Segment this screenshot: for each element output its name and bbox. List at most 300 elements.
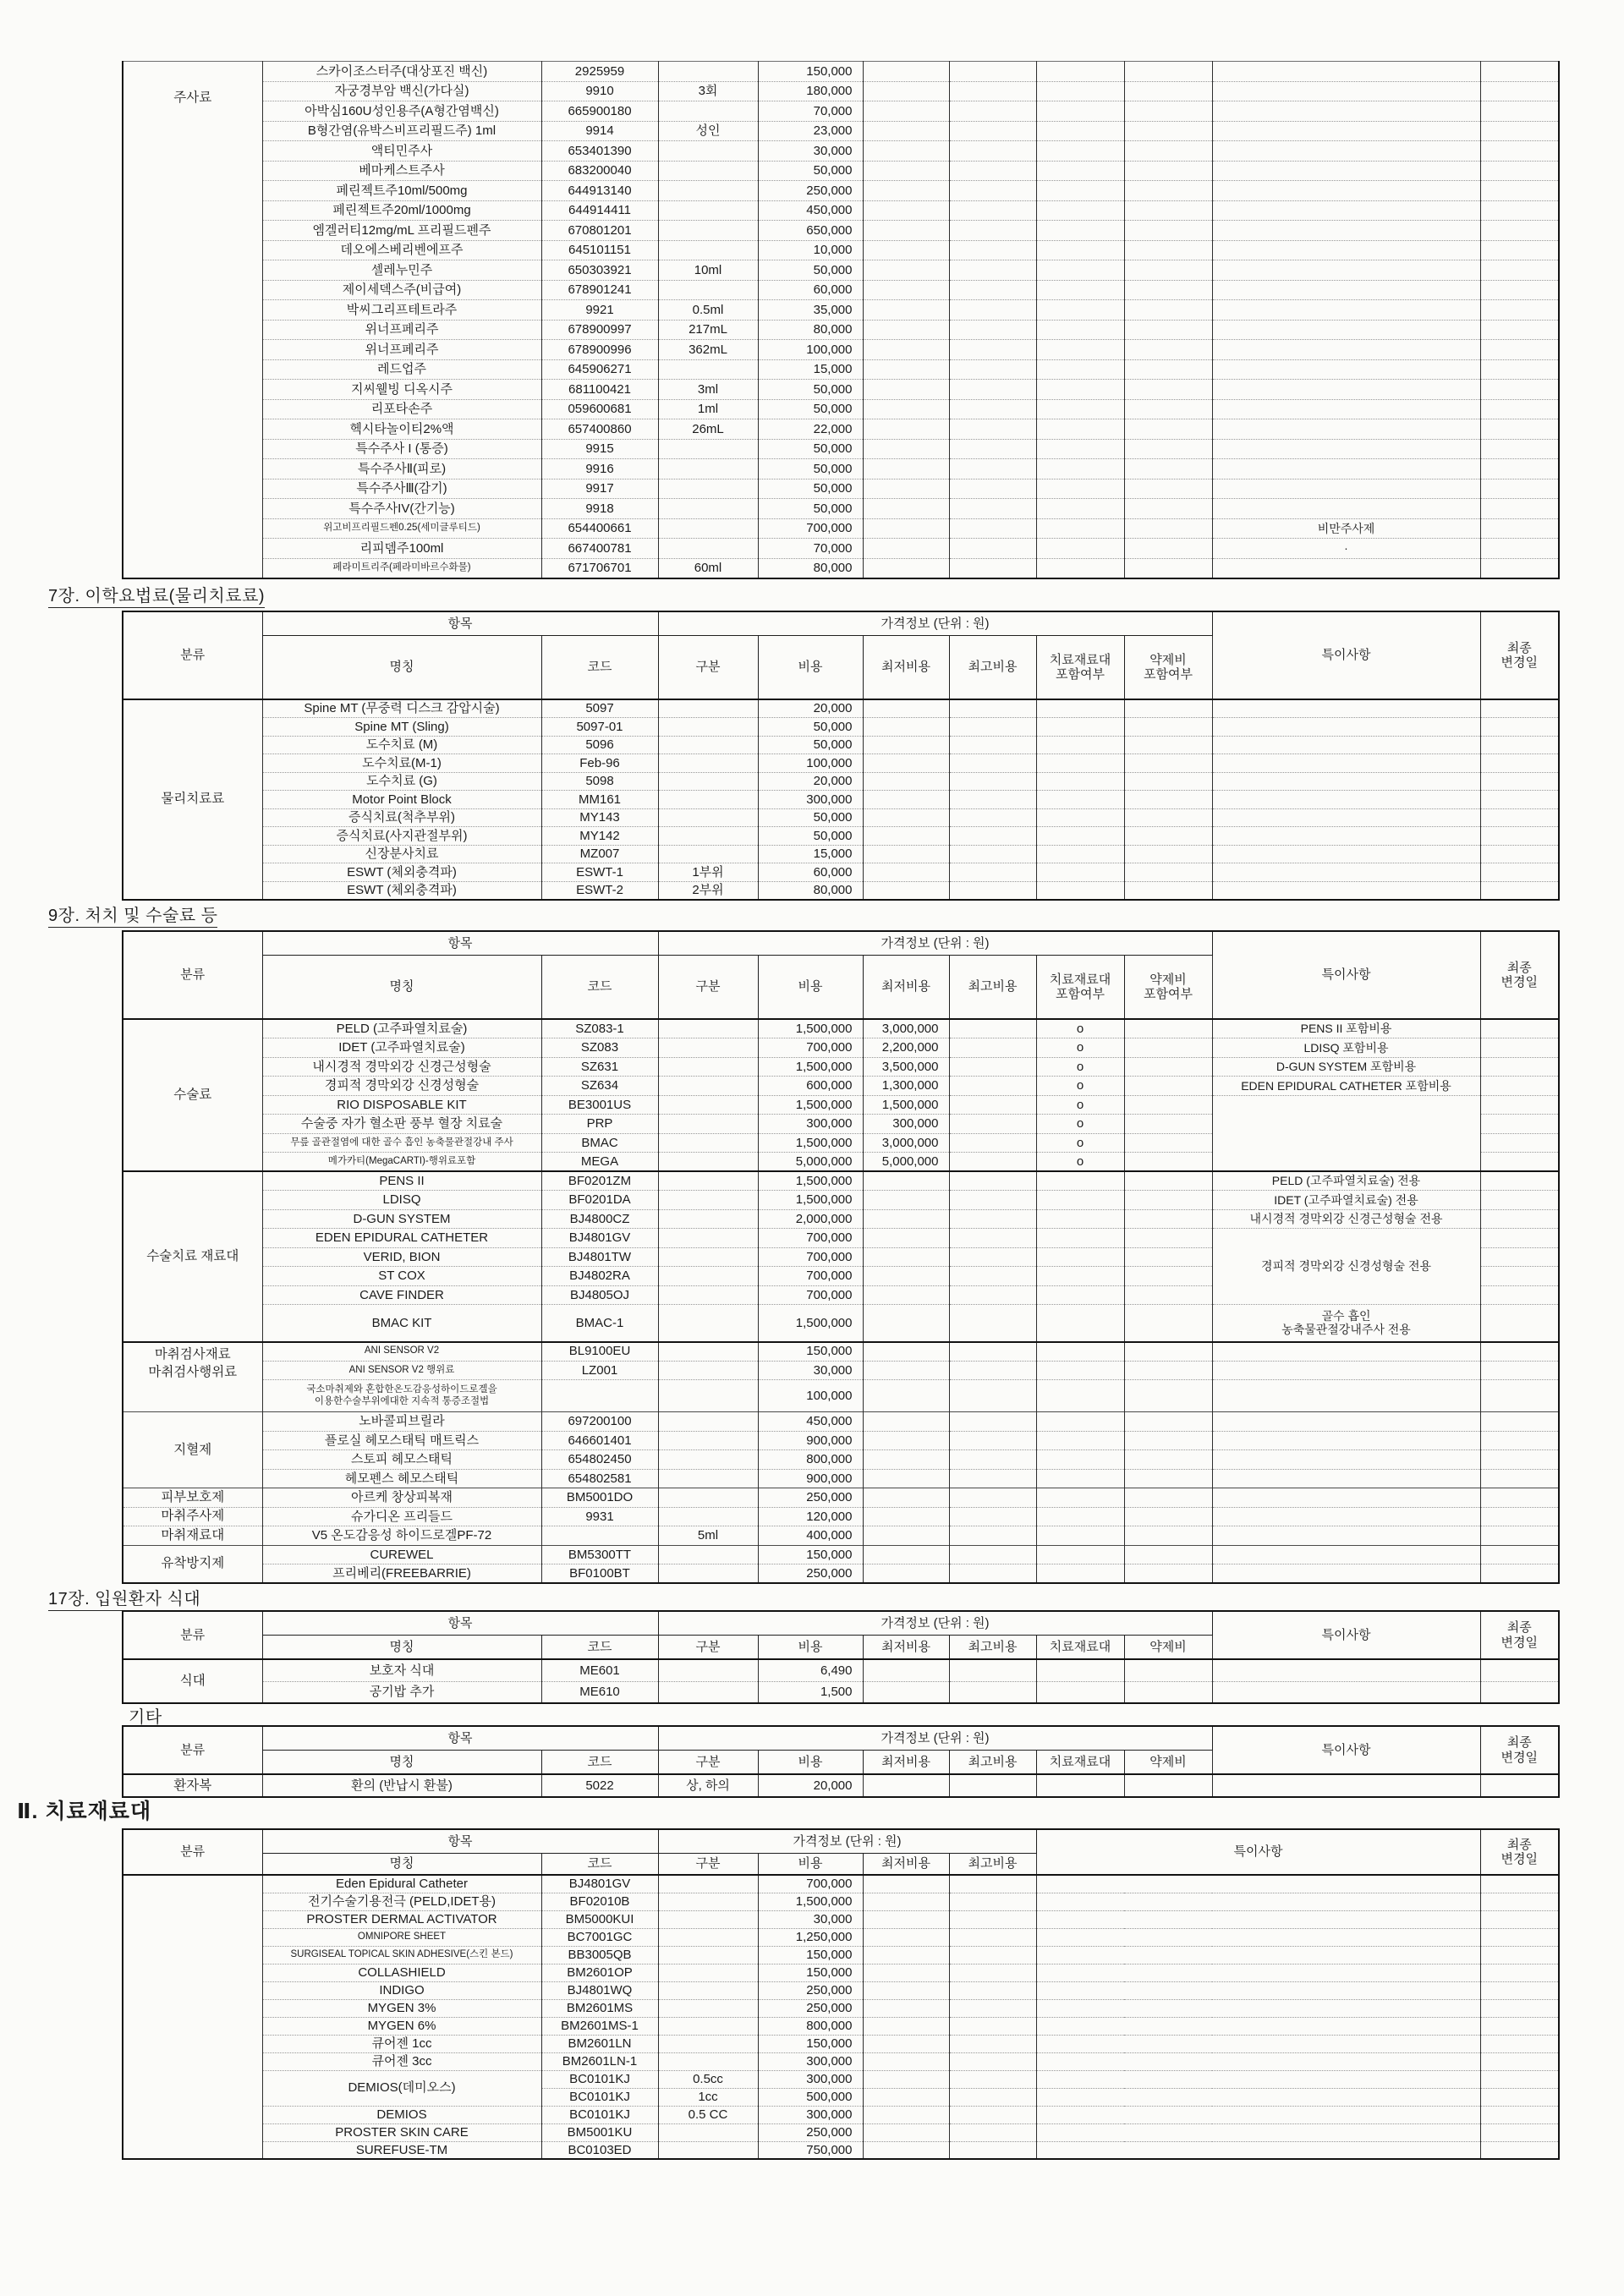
table-row: [123, 260, 1559, 281]
cell-last-modified: [1480, 772, 1559, 791]
cell-type: [658, 1910, 758, 1928]
col-header-min: 최저비용: [863, 635, 949, 699]
cell-name: 위고비프리필드펜0.25(세미글루티드): [262, 518, 541, 539]
cell-type: [658, 499, 758, 519]
cell-min-cost: [863, 1191, 949, 1210]
cell-code: BM5001DO: [541, 1488, 658, 1508]
cell-material-included: [1036, 81, 1124, 101]
cell-last-modified: [1480, 1133, 1559, 1153]
cell-min-cost: [863, 1893, 949, 1910]
cell-max-cost: [949, 2141, 1036, 2159]
cell-notes: [1036, 1946, 1480, 1964]
cell-drug-included: [1124, 1545, 1212, 1564]
cell-max-cost: [949, 459, 1036, 479]
cell-max-cost: [949, 845, 1036, 863]
cell-min-cost: [863, 62, 949, 82]
table-row: [123, 1171, 1559, 1191]
cell-min-cost: [863, 300, 949, 321]
cell-name: 액티민주사: [262, 141, 541, 162]
cell-material-included: [1036, 101, 1124, 122]
cell-last-modified: [1480, 1171, 1559, 1191]
cell-type: [658, 1380, 758, 1412]
table-row: [123, 1077, 1559, 1096]
cell-type: 5ml: [658, 1526, 758, 1546]
cell-notes: [1212, 280, 1480, 300]
cell-min-cost: [863, 2141, 949, 2159]
inpatient-meal-fee-table: [122, 1610, 1560, 1704]
cell-drug-included: [1124, 1133, 1212, 1153]
cell-max-cost: [949, 62, 1036, 82]
cell-max-cost: [949, 2106, 1036, 2123]
cell-material-included: [1036, 1361, 1124, 1380]
table-row: [123, 1361, 1559, 1380]
cell-name: SUREFUSE-TM: [262, 2141, 541, 2159]
cell-category: 마취재료대: [123, 1526, 262, 1546]
cell-max-cost: [949, 1659, 1036, 1681]
cell-drug-included: [1124, 1171, 1212, 1191]
cell-notes: [1212, 439, 1480, 459]
cell-last-modified: [1480, 240, 1559, 260]
table-row: [123, 320, 1559, 340]
cell-name: 도수치료(M-1): [262, 754, 541, 773]
cell-min-cost: [863, 260, 949, 281]
cell-last-modified: [1480, 1267, 1559, 1286]
cell-cost: 150,000: [758, 62, 863, 82]
cell-max-cost: [949, 1133, 1036, 1153]
cell-last-modified: [1480, 1285, 1559, 1305]
cell-last-modified: [1480, 2123, 1559, 2141]
cell-name: 데오에스베리벤에프주: [262, 240, 541, 260]
table-row: [123, 791, 1559, 809]
cell-name: ANI SENSOR V2: [262, 1342, 541, 1362]
cell-name: 레드업주: [262, 359, 541, 380]
cell-drug-included: [1124, 1681, 1212, 1703]
cell-min-cost: [863, 399, 949, 419]
cell-notes: [1212, 1545, 1480, 1564]
cell-notes: 내시경적 경막외강 신경근성형술 전용: [1212, 1209, 1480, 1229]
cell-name: 국소마취제와 혼합한온도감응성하이드로겔을 이용한수술부위에대한 지속적 통증조절법: [262, 1380, 541, 1412]
cell-name: 위너프페리주: [262, 320, 541, 340]
cell-type: [658, 2017, 758, 2035]
cell-max-cost: [949, 558, 1036, 578]
cell-notes: [1212, 1507, 1480, 1526]
cell-type: [658, 240, 758, 260]
cell-material-included: [1036, 863, 1124, 882]
cell-notes: PELD (고주파열치료술) 전용: [1212, 1171, 1480, 1191]
cell-min-cost: [863, 772, 949, 791]
cell-name: DEMIOS: [262, 2106, 541, 2123]
cell-name: RIO DISPOSABLE KIT: [262, 1095, 541, 1115]
cell-last-modified: [1480, 1469, 1559, 1488]
cell-drug-included: [1124, 141, 1212, 162]
cell-drug-included: [1124, 791, 1212, 809]
cell-drug-included: [1124, 1305, 1212, 1342]
cell-drug-included: [1124, 1507, 1212, 1526]
cell-material-included: [1036, 1380, 1124, 1412]
cell-cost: 100,000: [758, 1380, 863, 1412]
cell-min-cost: [863, 1946, 949, 1964]
cell-cost: 650,000: [758, 221, 863, 241]
cell-type: 26mL: [658, 419, 758, 440]
cell-name: 도수치료 (M): [262, 736, 541, 754]
col-header-price: 가격정보 (단위 : 원): [658, 1611, 1212, 1635]
cell-last-modified: [1480, 141, 1559, 162]
table-row: [123, 479, 1559, 499]
cell-code: 645101151: [541, 240, 658, 260]
cell-material-included: [1036, 736, 1124, 754]
cell-name: PROSTER SKIN CARE: [262, 2123, 541, 2141]
cell-material-included: [1036, 1342, 1124, 1362]
cell-last-modified: [1480, 1431, 1559, 1450]
cell-max-cost: [949, 1209, 1036, 1229]
cell-min-cost: [863, 845, 949, 863]
cell-code: SZ634: [541, 1077, 658, 1096]
cell-drug-included: [1124, 419, 1212, 440]
cell-min-cost: [863, 1488, 949, 1508]
table-row: [123, 1469, 1559, 1488]
cell-code: 9914: [541, 121, 658, 141]
cell-cost: 300,000: [758, 791, 863, 809]
cell-max-cost: [949, 1893, 1036, 1910]
cell-last-modified: [1480, 2088, 1559, 2106]
cell-type: [658, 1115, 758, 1134]
cell-max-cost: [949, 121, 1036, 141]
cell-name: 지씨웰빙 디옥시주: [262, 380, 541, 400]
cell-notes: 경피적 경막외강 신경성형술 전용: [1212, 1229, 1480, 1305]
col-header-material: 치료재료대 포함여부: [1036, 635, 1124, 699]
table-row: [123, 121, 1559, 141]
col-header-code: 코드: [541, 1635, 658, 1659]
cell-notes: [1212, 121, 1480, 141]
table-row: [123, 62, 1559, 82]
cell-code: 646601401: [541, 1431, 658, 1450]
cell-min-cost: 1,500,000: [863, 1095, 949, 1115]
cell-notes: [1212, 1681, 1480, 1703]
cell-cost: 50,000: [758, 260, 863, 281]
cell-min-cost: [863, 558, 949, 578]
cell-cost: 1,500,000: [758, 1305, 863, 1342]
cell-code: BM5300TT: [541, 1545, 658, 1564]
cell-drug-included: [1124, 62, 1212, 82]
cell-code: ME610: [541, 1681, 658, 1703]
table-row: [123, 1450, 1559, 1470]
col-header-min: 최저비용: [863, 1635, 949, 1659]
cell-last-modified: [1480, 1305, 1559, 1342]
cell-name: 특수주사IV(간기능): [262, 499, 541, 519]
cell-code: BF0100BT: [541, 1564, 658, 1584]
cell-last-modified: [1480, 1019, 1559, 1038]
cell-max-cost: [949, 718, 1036, 737]
cell-code: 667400781: [541, 539, 658, 559]
cell-code: BC0103ED: [541, 2141, 658, 2159]
cell-last-modified: [1480, 181, 1559, 201]
cell-name: 보호자 식대: [262, 1659, 541, 1681]
table-row: [123, 881, 1559, 900]
cell-drug-included: [1124, 518, 1212, 539]
cell-code: 9931: [541, 1507, 658, 1526]
cell-max-cost: [949, 359, 1036, 380]
cell-max-cost: [949, 539, 1036, 559]
col-header-max: 최고비용: [949, 955, 1036, 1019]
table-row: [123, 439, 1559, 459]
cell-notes: [1212, 718, 1480, 737]
cell-cost: 250,000: [758, 2123, 863, 2141]
cell-type: [658, 1946, 758, 1964]
col-header-modified: 최종 변경일: [1480, 1829, 1559, 1875]
cell-name: CAVE FINDER: [262, 1285, 541, 1305]
cell-name: 스토피 헤모스태틱: [262, 1450, 541, 1470]
cell-min-cost: [863, 1412, 949, 1432]
cell-drug-included: [1124, 736, 1212, 754]
cell-max-cost: [949, 2052, 1036, 2070]
cell-cost: 50,000: [758, 380, 863, 400]
cell-max-cost: [949, 1285, 1036, 1305]
cell-name: Motor Point Block: [262, 791, 541, 809]
cell-cost: 600,000: [758, 1077, 863, 1096]
cell-type: [658, 2052, 758, 2070]
cell-code: 644914411: [541, 200, 658, 221]
cell-material-included: [1036, 62, 1124, 82]
cell-max-cost: [949, 221, 1036, 241]
cell-max-cost: [949, 380, 1036, 400]
cell-cost: 6,490: [758, 1659, 863, 1681]
cell-min-cost: [863, 699, 949, 718]
cell-notes: [1212, 62, 1480, 82]
cell-material-included: [1036, 1267, 1124, 1286]
cell-material-included: [1036, 1545, 1124, 1564]
cell-name: 프리베리(FREEBARRIE): [262, 1564, 541, 1584]
cell-cost: 15,000: [758, 845, 863, 863]
col-header-notes: 특이사항: [1036, 1829, 1480, 1875]
cell-max-cost: [949, 1077, 1036, 1096]
cell-drug-included: [1124, 1450, 1212, 1470]
cell-drug-included: [1124, 300, 1212, 321]
cell-last-modified: [1480, 399, 1559, 419]
cell-type: [658, 141, 758, 162]
cell-name: 특수주사Ⅲ(감기): [262, 479, 541, 499]
cell-drug-included: [1124, 200, 1212, 221]
col-header-name: 명칭: [262, 1750, 541, 1774]
table-row: [123, 181, 1559, 201]
cell-cost: 100,000: [758, 754, 863, 773]
cell-max-cost: [949, 808, 1036, 827]
section-heading-materials: Ⅱ. 치료재료대: [17, 1800, 152, 1823]
cell-type: [658, 518, 758, 539]
cell-notes: [1036, 2123, 1480, 2141]
cell-material-included: [1036, 439, 1124, 459]
cell-type: [658, 1507, 758, 1526]
cell-material-included: [1036, 1507, 1124, 1526]
cell-max-cost: [949, 320, 1036, 340]
cell-cost: 1,500,000: [758, 1133, 863, 1153]
cell-drug-included: [1124, 181, 1212, 201]
cell-max-cost: [949, 2070, 1036, 2088]
cell-last-modified: [1480, 479, 1559, 499]
cell-code: 9916: [541, 459, 658, 479]
cell-last-modified: [1480, 736, 1559, 754]
cell-max-cost: [949, 240, 1036, 260]
cell-max-cost: [949, 1153, 1036, 1172]
cell-material-included: [1036, 754, 1124, 773]
cell-max-cost: [949, 1095, 1036, 1115]
cell-last-modified: [1480, 2052, 1559, 2070]
cell-type: [658, 1057, 758, 1077]
cell-cost: 300,000: [758, 2070, 863, 2088]
cell-type: [658, 1171, 758, 1191]
cell-drug-included: [1124, 1412, 1212, 1432]
cell-max-cost: [949, 1564, 1036, 1584]
cell-material-included: [1036, 1774, 1124, 1797]
cell-cost: 50,000: [758, 736, 863, 754]
cell-max-cost: [949, 1450, 1036, 1470]
cell-code: SZ083-1: [541, 1019, 658, 1038]
cell-cost: 150,000: [758, 2035, 863, 2052]
cell-last-modified: [1480, 161, 1559, 181]
col-header-code: 코드: [541, 1853, 658, 1875]
cell-last-modified: [1480, 1057, 1559, 1077]
cell-code: 665900180: [541, 101, 658, 122]
cell-name: 플로실 헤모스태틱 매트릭스: [262, 1431, 541, 1450]
cell-drug-included: [1124, 161, 1212, 181]
cell-material-included: [1036, 1191, 1124, 1210]
cell-name: INDIGO: [262, 1981, 541, 1999]
table-row: [123, 1412, 1559, 1432]
cell-min-cost: [863, 499, 949, 519]
cell-max-cost: [949, 1999, 1036, 2017]
cell-notes: EDEN EPIDURAL CATHETER 포함비용: [1212, 1077, 1480, 1096]
cell-cost: 150,000: [758, 1946, 863, 1964]
cell-cost: 700,000: [758, 518, 863, 539]
table-row: [123, 2052, 1559, 2070]
cell-last-modified: [1480, 499, 1559, 519]
cell-last-modified: [1480, 1946, 1559, 1964]
cell-notes: [1212, 260, 1480, 281]
cell-notes: [1036, 1928, 1480, 1946]
physical-therapy-fee-table: [122, 611, 1560, 901]
cell-cost: 30,000: [758, 1910, 863, 1928]
cell-max-cost: [949, 1342, 1036, 1362]
cell-category: [123, 1875, 262, 2159]
cell-cost: 1,500,000: [758, 1095, 863, 1115]
cell-last-modified: [1480, 1981, 1559, 1999]
cell-type: [658, 459, 758, 479]
cell-notes: [1212, 881, 1480, 900]
cell-material-included: [1036, 181, 1124, 201]
cell-cost: 700,000: [758, 1229, 863, 1248]
cell-drug-included: [1124, 1488, 1212, 1508]
cell-last-modified: [1480, 200, 1559, 221]
cell-material-included: [1036, 772, 1124, 791]
col-header-modified: 최종 변경일: [1480, 611, 1559, 699]
col-header-name: 명칭: [262, 635, 541, 699]
cell-material-included: [1036, 881, 1124, 900]
cell-max-cost: [949, 699, 1036, 718]
cell-min-cost: [863, 1247, 949, 1267]
cell-drug-included: [1124, 1057, 1212, 1077]
col-header-material: 치료재료대: [1036, 1750, 1124, 1774]
table-row: [123, 2070, 1559, 2088]
cell-max-cost: [949, 2035, 1036, 2052]
cell-notes: [1212, 359, 1480, 380]
cell-name: 경피적 경막외강 신경성형술: [262, 1077, 541, 1096]
cell-type: [658, 280, 758, 300]
cell-min-cost: [863, 1380, 949, 1412]
cell-max-cost: [949, 161, 1036, 181]
cell-code: 671706701: [541, 558, 658, 578]
cell-last-modified: [1480, 1342, 1559, 1362]
col-header-name: 명칭: [262, 1853, 541, 1875]
cell-type: 상, 하의: [658, 1774, 758, 1797]
col-header-category: 분류: [123, 611, 262, 699]
cell-material-included: [1036, 141, 1124, 162]
cell-name: 페린젝트주10ml/500mg: [262, 181, 541, 201]
col-header-cost: 비용: [758, 635, 863, 699]
cell-notes: [1212, 1774, 1480, 1797]
cell-type: [658, 2035, 758, 2052]
cell-code: MEGA: [541, 1153, 658, 1172]
cell-code: BJ4802RA: [541, 1267, 658, 1286]
cell-name: 증식치료(사지관절부위): [262, 827, 541, 846]
cell-drug-included: [1124, 1191, 1212, 1210]
cell-name: ANI SENSOR V2 행위료: [262, 1361, 541, 1380]
injection-fee-table: [122, 61, 1560, 579]
cell-material-included: [1036, 1431, 1124, 1450]
cell-material-included: o: [1036, 1153, 1124, 1172]
table-row: [123, 1191, 1559, 1210]
col-header-cost: 비용: [758, 955, 863, 1019]
cell-code: 9918: [541, 499, 658, 519]
cell-name: OMNIPORE SHEET: [262, 1928, 541, 1946]
cell-type: [658, 1209, 758, 1229]
cell-min-cost: [863, 280, 949, 300]
cell-notes: [1036, 2052, 1480, 2070]
cell-cost: 1,250,000: [758, 1928, 863, 1946]
cell-type: [658, 1412, 758, 1432]
cell-cost: 50,000: [758, 479, 863, 499]
cell-name: 내시경적 경막외강 신경근성형술: [262, 1057, 541, 1077]
cell-max-cost: [949, 280, 1036, 300]
cell-code: BM5001KU: [541, 2123, 658, 2141]
cell-type: [658, 754, 758, 773]
cell-cost: 50,000: [758, 161, 863, 181]
cell-type: [658, 439, 758, 459]
cell-category: 유착방지제: [123, 1545, 262, 1583]
table-row: [123, 141, 1559, 162]
cell-cost: 250,000: [758, 1981, 863, 1999]
cell-drug-included: [1124, 699, 1212, 718]
table-row: [123, 340, 1559, 360]
cell-material-included: o: [1036, 1038, 1124, 1058]
cell-type: [658, 539, 758, 559]
cell-name: 리피뎀주100ml: [262, 539, 541, 559]
table-row: [123, 736, 1559, 754]
cell-cost: 100,000: [758, 340, 863, 360]
cell-code: ESWT-2: [541, 881, 658, 900]
cell-min-cost: [863, 439, 949, 459]
col-header-cost: 비용: [758, 1635, 863, 1659]
cell-notes: [1212, 479, 1480, 499]
cell-last-modified: [1480, 300, 1559, 321]
cell-cost: 50,000: [758, 718, 863, 737]
cell-notes: [1212, 1564, 1480, 1584]
cell-last-modified: [1480, 1999, 1559, 2017]
cell-cost: 1,500,000: [758, 1893, 863, 1910]
cell-code: 5097: [541, 699, 658, 718]
cell-code: 657400860: [541, 419, 658, 440]
cell-cost: 30,000: [758, 1361, 863, 1380]
cell-type: [658, 1038, 758, 1058]
table-row: [123, 101, 1559, 122]
